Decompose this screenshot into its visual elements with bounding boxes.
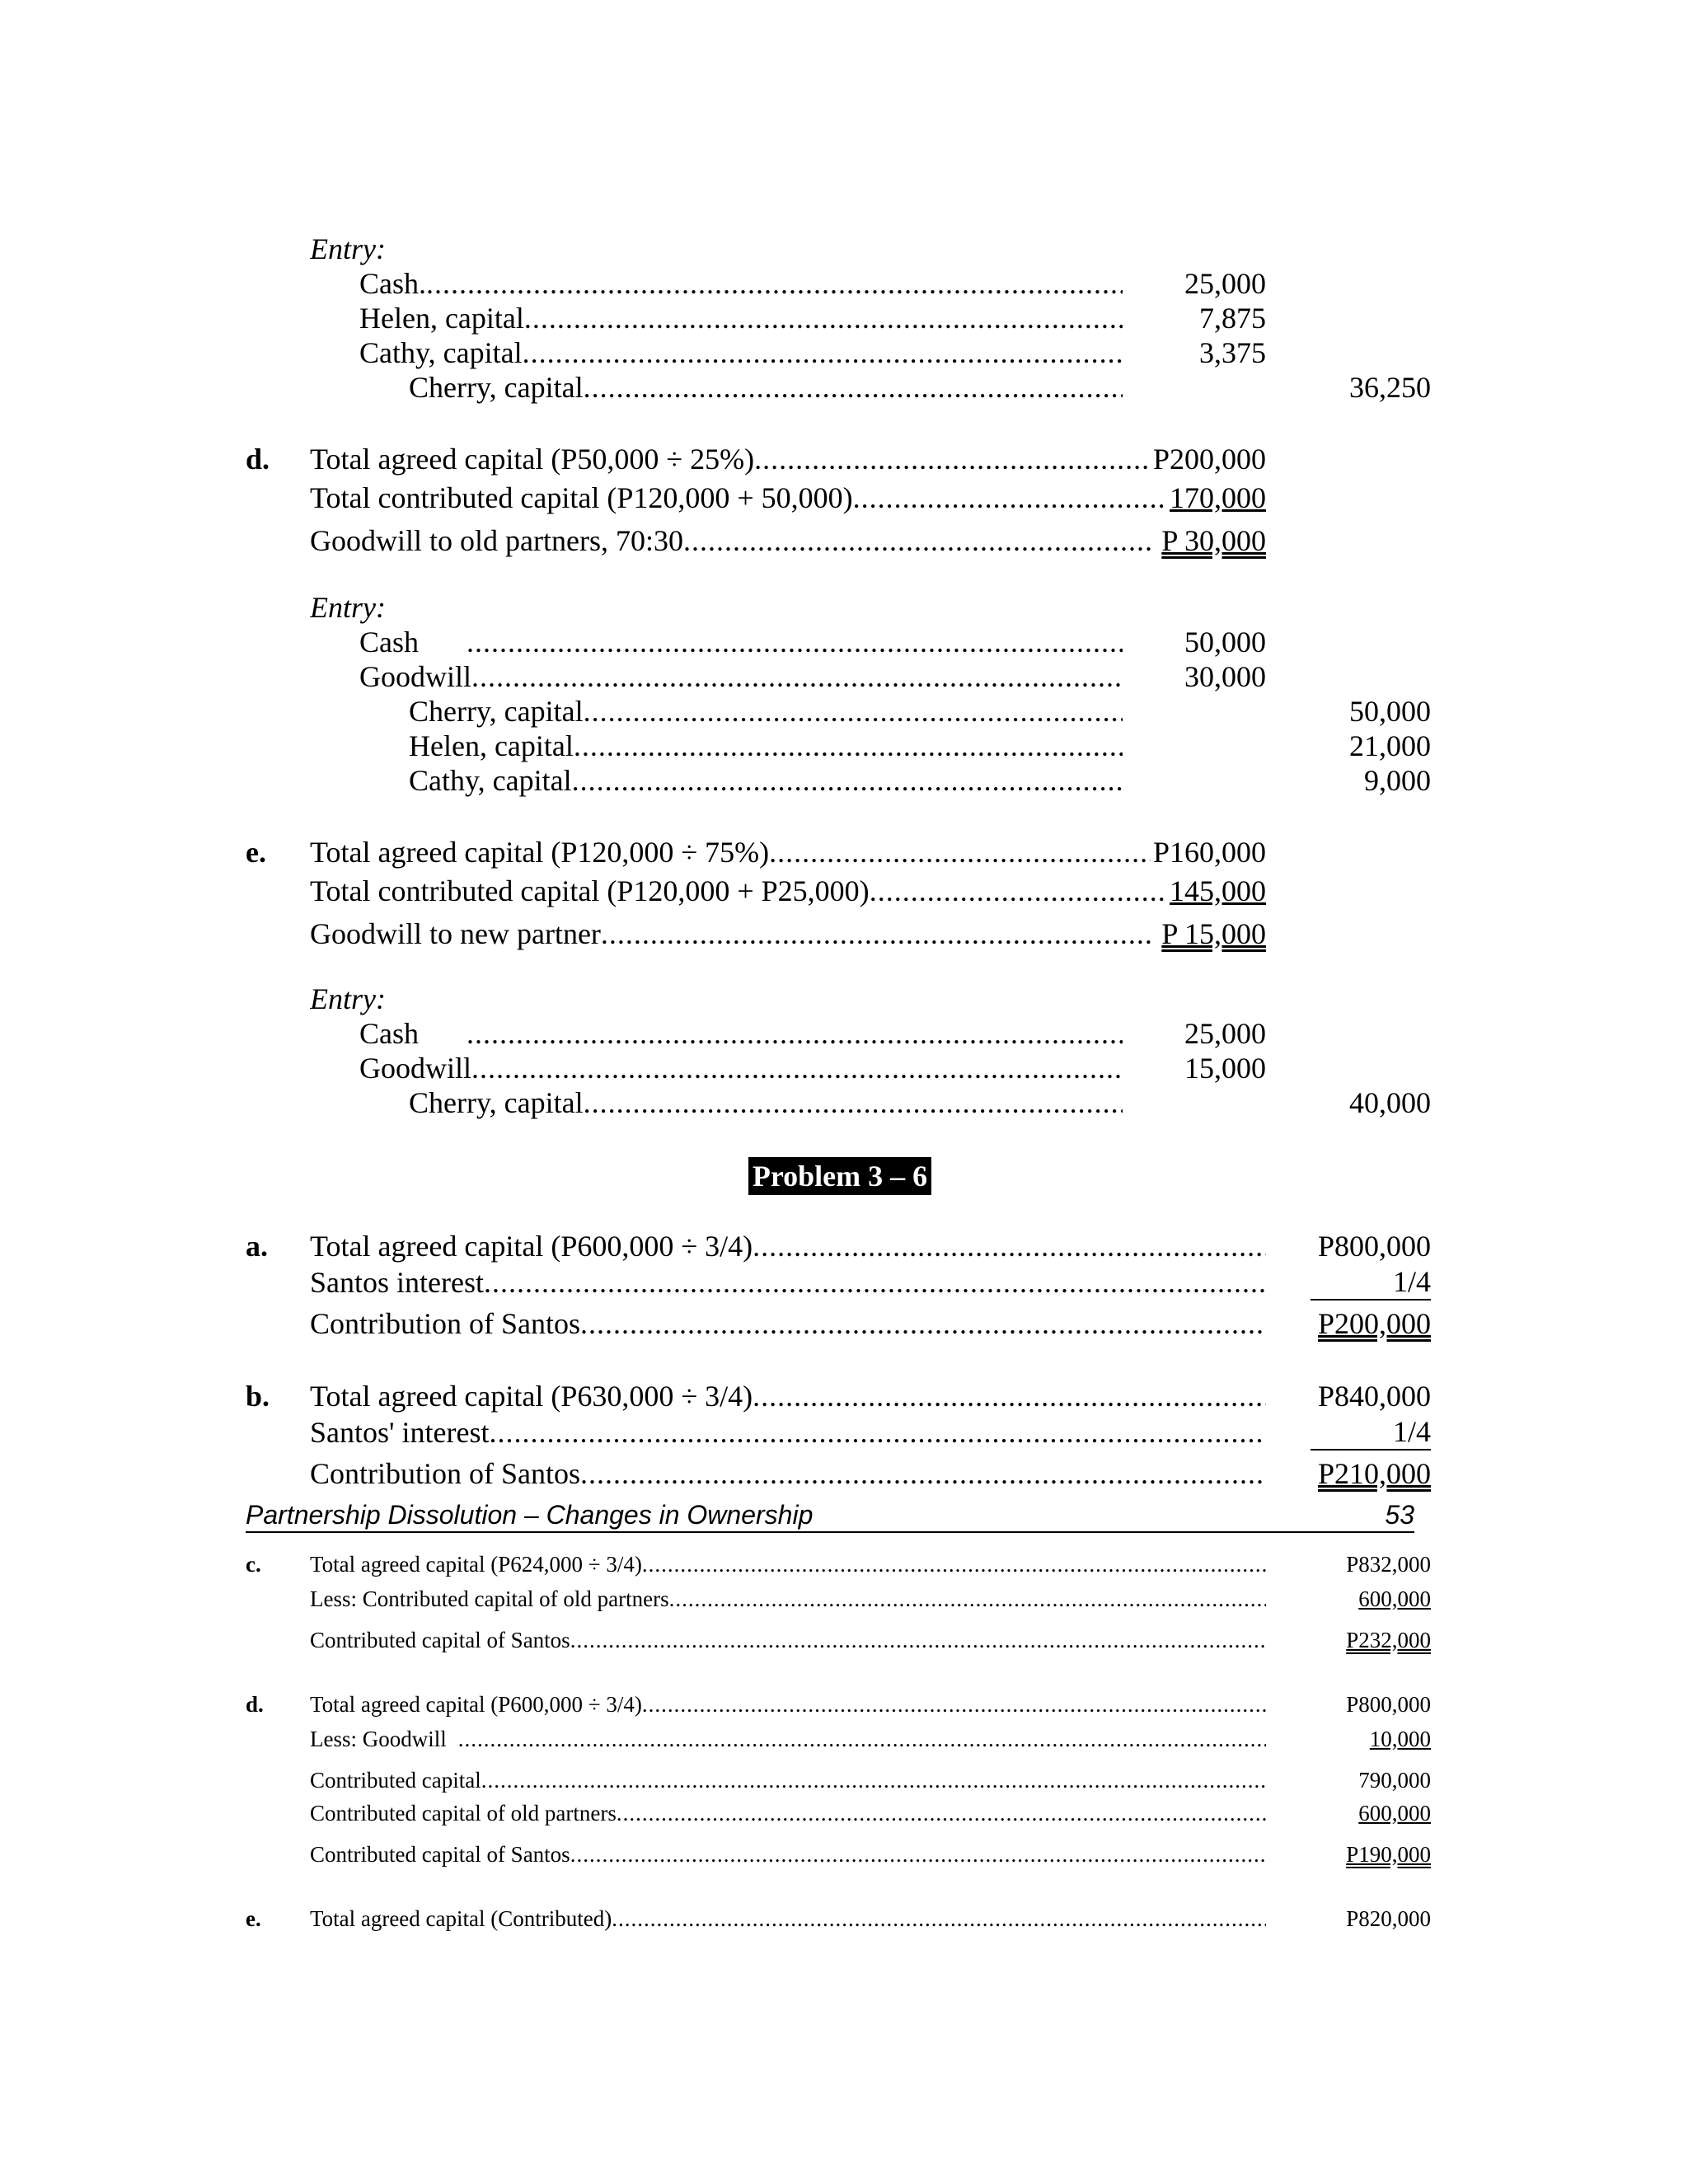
calc-line: Total contributed capital (P120,000 + P25,000) ..... — [310, 873, 1164, 909]
credit-amount: 40,000 — [1349, 1086, 1431, 1119]
calc-line: Santos interest ..... — [310, 1264, 1266, 1301]
entry-label: Entry: — [310, 982, 386, 1015]
section-letter: a. — [246, 1230, 268, 1263]
entry-line: Goodwill ..... — [359, 658, 1123, 695]
debit-amount: 3,375 — [1199, 336, 1266, 369]
calc-line: Total agreed capital (Contributed) ..... — [310, 1904, 1266, 1933]
calc-line: Contributed capital ..... — [310, 1765, 1266, 1795]
credit-amount: 9,000 — [1364, 764, 1431, 797]
page-footer — [246, 1498, 1414, 1533]
debit-amount: 15,000 — [1184, 1052, 1266, 1085]
calc-value: P210,000 — [1317, 1457, 1431, 1490]
calc-line: Less: Goodwill ..... — [310, 1724, 1266, 1754]
page-number: 53 — [1385, 1500, 1414, 1530]
calc-line: Goodwill to new partner ..... — [310, 916, 1151, 952]
entry-label: Entry: — [310, 232, 386, 265]
calc-value: P800,000 — [1317, 1230, 1431, 1263]
calc-line: Total agreed capital (P120,000 ÷ 75%) ..... — [310, 834, 1151, 870]
entry-line: Cherry, capital ..... — [409, 369, 1123, 405]
section-letter: d. — [246, 1692, 264, 1717]
calc-value: P 30,000 — [1161, 524, 1266, 557]
debit-amount: 25,000 — [1184, 267, 1266, 300]
section-letter: c. — [246, 1552, 261, 1577]
entry-line: Cathy, capital ..... — [409, 762, 1123, 799]
entry-line: Cherry, capital ..... — [409, 1085, 1123, 1121]
debit-amount: 30,000 — [1184, 660, 1266, 693]
credit-amount: 21,000 — [1349, 729, 1431, 762]
calc-line: Goodwill to old partners, 70:30 ..... — [310, 523, 1151, 559]
calc-value: P200,000 — [1152, 443, 1266, 476]
entry-line: Cash ..... — [359, 1015, 1123, 1052]
entry-line: Helen, capital ..... — [409, 728, 1123, 764]
calc-value: 145,000 — [1170, 874, 1266, 907]
calc-line: Less: Contributed capital of old partners ..... — [310, 1584, 1266, 1614]
calc-value: 1/4 — [1311, 1414, 1431, 1451]
section-letter: d. — [246, 443, 270, 476]
calc-value: P200,000 — [1317, 1307, 1431, 1340]
credit-amount: 50,000 — [1349, 695, 1431, 728]
calc-line: Total agreed capital (P600,000 ÷ 3/4) ..... — [310, 1228, 1266, 1264]
problem-title: Problem 3 – 6 — [748, 1157, 931, 1195]
entry-line: Cash. ..... — [359, 265, 1123, 302]
entry-line: Cathy, capital ..... — [359, 335, 1123, 371]
debit-amount: 50,000 — [1184, 626, 1266, 658]
calc-line: Total agreed capital (P624,000 ÷ 3/4) ..... — [310, 1549, 1266, 1579]
calc-line: Santos' interest ..... — [310, 1414, 1266, 1451]
calc-line: Contributed capital of old partners ..... — [310, 1798, 1266, 1828]
calc-value: 600,000 — [1358, 1586, 1431, 1611]
calc-value: P832,000 — [1346, 1552, 1431, 1577]
credit-amount: 36,250 — [1349, 371, 1431, 404]
entry-line: Goodwill ..... — [359, 1050, 1123, 1086]
calc-value: P232,000 — [1346, 1628, 1431, 1652]
entry-line: Cash ..... — [359, 624, 1123, 660]
entry-label: Entry: — [310, 591, 386, 624]
calc-value: 1/4 — [1311, 1264, 1431, 1301]
calc-line: Total agreed capital (P630,000 ÷ 3/4) ..... — [310, 1378, 1266, 1414]
entry-line: Helen, capital ..... — [359, 300, 1123, 336]
calc-line: Contribution of Santos ..... — [310, 1305, 1266, 1342]
calc-value: 790,000 — [1358, 1768, 1431, 1793]
calc-value: P840,000 — [1317, 1380, 1431, 1413]
calc-line: Contributed capital of Santos ..... — [310, 1625, 1266, 1655]
calc-value: 10,000 — [1369, 1727, 1431, 1751]
calc-line: Contributed capital of Santos ..... — [310, 1840, 1266, 1869]
calc-value: P160,000 — [1152, 836, 1266, 869]
debit-amount: 25,000 — [1184, 1017, 1266, 1050]
calc-line: Total agreed capital (P600,000 ÷ 3/4) ..... — [310, 1690, 1266, 1719]
section-letter: b. — [246, 1380, 270, 1413]
entry-line: Cherry, capital ..... — [409, 693, 1123, 729]
calc-value: P 15,000 — [1161, 917, 1266, 950]
calc-value: P800,000 — [1346, 1692, 1431, 1717]
calc-value: 600,000 — [1358, 1801, 1431, 1825]
footer-title: Partnership Dissolution – Changes in Ownership — [246, 1500, 814, 1530]
debit-amount: 7,875 — [1199, 302, 1266, 335]
calc-line: Total contributed capital (P120,000 + 50,000) ..... — [310, 480, 1164, 516]
calc-value: P190,000 — [1346, 1842, 1431, 1867]
section-letter: e. — [246, 1906, 261, 1931]
calc-line: Contribution of Santos ..... — [310, 1455, 1266, 1492]
calc-value: 170,000 — [1170, 481, 1266, 514]
section-letter: e. — [246, 836, 266, 869]
calc-line: Total agreed capital (P50,000 ÷ 25%) ..... — [310, 441, 1151, 477]
calc-value: P820,000 — [1346, 1906, 1431, 1931]
